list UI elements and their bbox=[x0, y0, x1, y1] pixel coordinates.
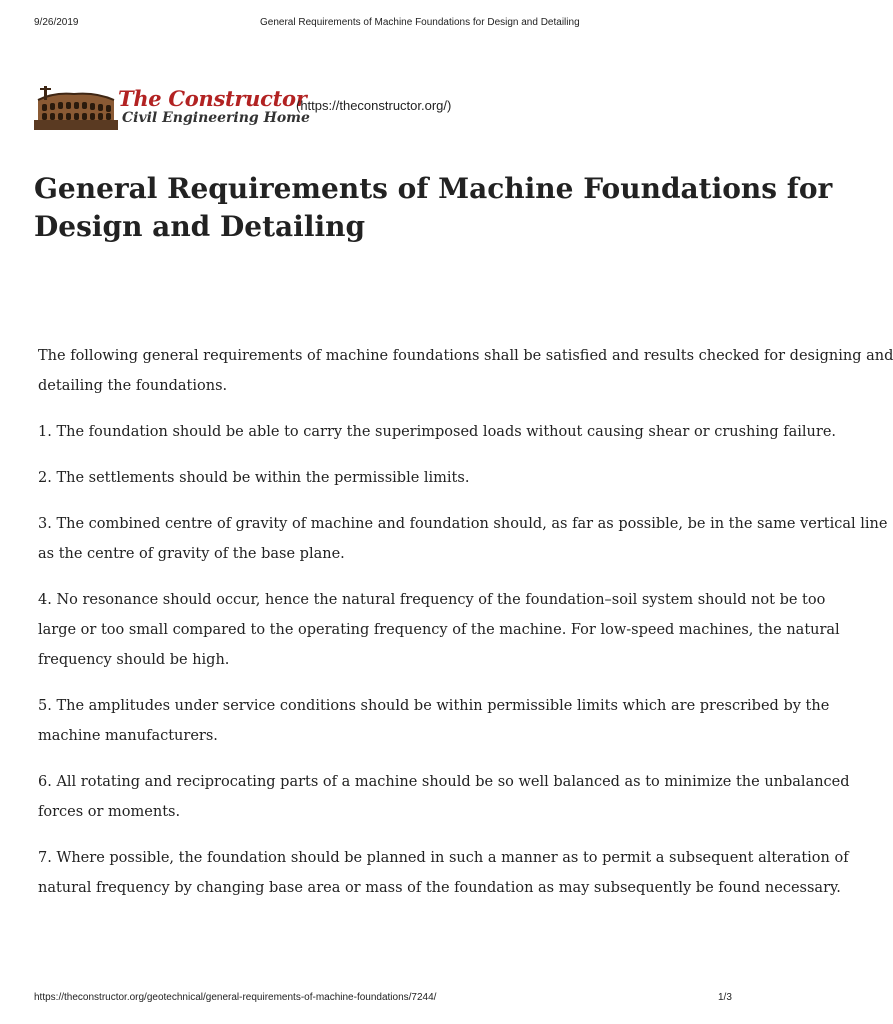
requirement-6 bbox=[38, 767, 850, 827]
logo-tagline: Civil Engineering Home bbox=[122, 110, 310, 126]
requirement-2 bbox=[38, 463, 838, 493]
page-title bbox=[34, 170, 833, 246]
paragraph-line: 3. The combined centre of gravity of machine and foundation should, as far as possible, be in the same vertical line bbox=[38, 516, 888, 532]
page-title-line-2: Design and Detailing bbox=[34, 210, 366, 243]
print-footer bbox=[34, 992, 768, 1006]
paragraph-line: 6. All rotating and reciprocating parts of a machine should be so well balanced as to minimize the unbalanced bbox=[38, 774, 850, 790]
requirement-3 bbox=[38, 509, 888, 569]
requirement-4 bbox=[38, 585, 838, 675]
paragraph-line: 4. No resonance should occur, hence the natural frequency of the foundation–soil system should not be too bbox=[38, 592, 826, 608]
requirement-5 bbox=[38, 691, 838, 751]
print-doc-title: General Requirements of Machine Foundations for Design and Detailing bbox=[260, 17, 580, 28]
intro-paragraph bbox=[38, 341, 893, 401]
site-logo[interactable] bbox=[34, 86, 310, 132]
article-body bbox=[38, 341, 893, 919]
logo-url-link[interactable]: (https://theconstructor.org/) bbox=[296, 98, 452, 113]
paragraph-line: 5. The amplitudes under service conditions should be within permissible limits which are prescribed by the bbox=[38, 698, 830, 714]
requirement-7 bbox=[38, 843, 849, 903]
paragraph-line: 2. The settlements should be within the permissible limits. bbox=[38, 470, 470, 486]
paragraph-line: 1. The foundation should be able to carry the superimposed loads without causing shear or crushing failure. bbox=[38, 424, 837, 440]
paragraph-line: large or too small compared to the operating frequency of the machine. For low-speed machines, the natural bbox=[38, 622, 840, 638]
site-header bbox=[34, 86, 452, 132]
paragraph-line: machine manufacturers. bbox=[38, 728, 218, 744]
print-date: 9/26/2019 bbox=[34, 17, 79, 28]
paragraph-line: forces or moments. bbox=[38, 804, 181, 820]
paragraph-line: The following general requirements of machine foundations shall be satisfied and results checked for designing and bbox=[38, 348, 893, 364]
print-footer-url: https://theconstructor.org/geotechnical/general-requirements-of-machine-foundations/7244/ bbox=[34, 992, 437, 1003]
paragraph-line: as the centre of gravity of the base plane. bbox=[38, 546, 345, 562]
requirement-1 bbox=[38, 417, 838, 447]
paragraph-line: detailing the foundations. bbox=[38, 378, 228, 394]
paragraph-line: frequency should be high. bbox=[38, 652, 230, 668]
paragraph-line: natural frequency by changing base area or mass of the foundation as may subsequently be found necessary. bbox=[38, 880, 841, 896]
colosseum-logo-icon bbox=[34, 86, 118, 130]
logo-name: The Constructor bbox=[118, 86, 307, 111]
page-number: 1/3 bbox=[718, 992, 732, 1003]
page-title-line-1: General Requirements of Machine Foundations for bbox=[34, 172, 833, 205]
paragraph-line: 7. Where possible, the foundation should be planned in such a manner as to permit a subsequent alteration of bbox=[38, 850, 849, 866]
print-header bbox=[34, 17, 768, 31]
